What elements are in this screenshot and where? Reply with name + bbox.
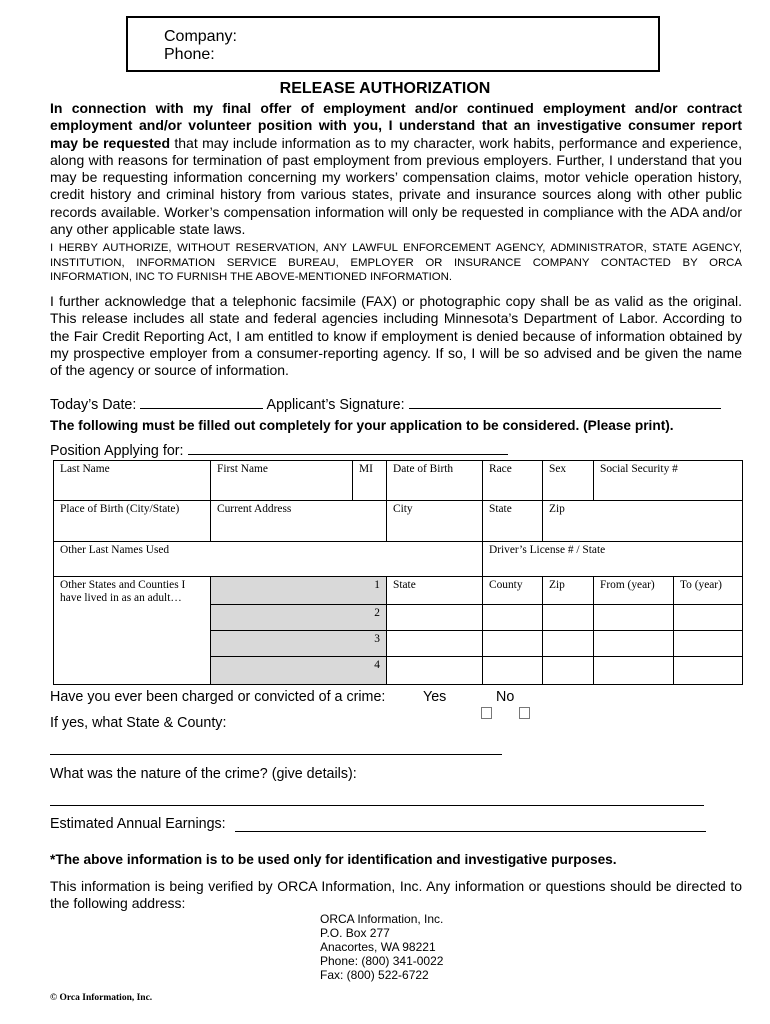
first-name-cell[interactable]: First Name: [211, 461, 353, 501]
verification-text: This information is being verified by ORCA Information, Inc. Any information or questions should be directed to the following address:: [50, 878, 742, 911]
yes-checkbox[interactable]: [481, 707, 492, 719]
from-year-cell[interactable]: From (year): [594, 577, 674, 605]
empty-cell[interactable]: [387, 657, 483, 685]
empty-cell[interactable]: [483, 631, 543, 657]
earnings-field[interactable]: [235, 831, 706, 832]
state-county-field[interactable]: [50, 754, 502, 755]
acknowledge-paragraph: I further acknowledge that a telephonic facsimile (FAX) or photographic copy shall be as valid as the original. This release includes all state and federal agencies including Minnesota’s Department of Labor. According to the Fair Credit Reporting Act, I am entitled to know if employment is denied because of information obtained by my prospective employer from a consumer-reporting agency. If so, I will be so advised and be given the name of the agency or source of information.: [50, 293, 742, 379]
authorization-statement: I HERBY AUTHORIZE, WITHOUT RESERVATION, ANY LAWFUL ENFORCEMENT AGENCY, ADMINISTRATOR, STATE AGENCY, INSTITUTION, INFORMATION SERVICE BUREAU, EMPLOYER OR INSURANCE COMPANY CONTACTED BY ORCA INFORMATION, INC TO FURNISH THE ABOVE-MENTIONED INFORMATION.: [50, 242, 742, 284]
dob-cell[interactable]: Date of Birth: [387, 461, 483, 501]
mi-cell[interactable]: MI: [353, 461, 387, 501]
position-field[interactable]: [188, 440, 508, 455]
residence-state-cell[interactable]: State: [387, 577, 483, 605]
phone-label: Phone:: [164, 46, 215, 63]
empty-cell[interactable]: [483, 657, 543, 685]
crime-question: Have you ever been charged or convicted of a crime:: [50, 689, 386, 705]
copyright-footer: © Orca Information, Inc.: [50, 993, 153, 1003]
crime-details-field[interactable]: [50, 805, 704, 806]
table-row: [54, 501, 743, 542]
intro-text: that may include information as to my character, work habits, performance and experience, along with reasons for termination of past employment from previous employers. Further, I understand that you may be requesting information concerning my workers’ compensation claims, motor vehicle operation history, credit history and criminal history from various states, private and insurance sources along with other public records available. Worker’s compensation information will only be requested in compliance with the ADA and/or any other applicable state laws.: [50, 134, 742, 238]
to-year-cell[interactable]: To (year): [674, 577, 743, 605]
table-row: [54, 542, 743, 577]
other-names-cell[interactable]: Other Last Names Used: [54, 542, 483, 577]
sex-cell[interactable]: Sex: [543, 461, 594, 501]
zip-cell[interactable]: Zip: [543, 501, 743, 542]
no-checkbox[interactable]: [519, 707, 530, 719]
if-yes-label: If yes, what State & County:: [50, 715, 227, 731]
county-cell[interactable]: County: [483, 577, 543, 605]
address-company: ORCA Information, Inc.: [320, 912, 444, 926]
empty-cell[interactable]: [674, 657, 743, 685]
empty-cell[interactable]: [483, 605, 543, 631]
empty-cell[interactable]: [543, 605, 594, 631]
table-row: [54, 461, 743, 501]
position-label: Position Applying for:: [50, 443, 184, 459]
applicant-info-table: [53, 460, 743, 685]
intro-bold-text: In connection with my final offer of employment and/or continued employment and/or contract employment and/or volunteer position with you, I understand that an investigative consumer report may be requested: [50, 100, 742, 151]
residence-zip-cell[interactable]: Zip: [543, 577, 594, 605]
date-signature-row: [50, 394, 721, 413]
city-cell[interactable]: City: [387, 501, 483, 542]
empty-cell[interactable]: [543, 657, 594, 685]
row-number-4: 4: [211, 657, 387, 685]
todays-date-field[interactable]: [140, 394, 263, 409]
empty-cell[interactable]: [594, 605, 674, 631]
signature-field[interactable]: [409, 394, 721, 409]
empty-cell[interactable]: [594, 657, 674, 685]
ssn-cell[interactable]: Social Security #: [594, 461, 743, 501]
address-city: Anacortes, WA 98221: [320, 940, 436, 954]
address-fax: Fax: (800) 522-6722: [320, 968, 429, 982]
no-label: No: [496, 689, 515, 705]
empty-cell[interactable]: [674, 631, 743, 657]
position-row: [50, 440, 508, 459]
signature-label: Applicant’s Signature:: [266, 397, 405, 413]
page-title: RELEASE AUTHORIZATION: [279, 80, 491, 97]
birthplace-cell[interactable]: Place of Birth (City/State): [54, 501, 211, 542]
yes-label: Yes: [423, 689, 447, 705]
empty-cell[interactable]: [674, 605, 743, 631]
license-cell[interactable]: Driver’s License # / State: [483, 542, 743, 577]
disclaimer-text: *The above information is to be used only for identification and investigative purposes.: [50, 852, 617, 867]
earnings-label: Estimated Annual Earnings:: [50, 816, 226, 832]
empty-cell[interactable]: [387, 631, 483, 657]
instruction-text: The following must be filled out completely for your application to be considered. (Please print).: [50, 418, 674, 433]
empty-cell[interactable]: [594, 631, 674, 657]
last-name-cell[interactable]: Last Name: [54, 461, 211, 501]
state-cell[interactable]: State: [483, 501, 543, 542]
row-number-1: 1: [211, 577, 387, 605]
empty-cell[interactable]: [543, 631, 594, 657]
other-states-label-cell: Other States and Counties I have lived in as an adult…: [54, 577, 211, 685]
crime-nature-label: What was the nature of the crime? (give details):: [50, 766, 357, 782]
address-cell[interactable]: Current Address: [211, 501, 387, 542]
race-cell[interactable]: Race: [483, 461, 543, 501]
row-number-2: 2: [211, 605, 387, 631]
empty-cell[interactable]: [387, 605, 483, 631]
earnings-row: [50, 816, 226, 832]
address-block: [320, 912, 443, 982]
address-po-box: P.O. Box 277: [320, 926, 390, 940]
row-number-3: 3: [211, 631, 387, 657]
intro-paragraph: [50, 100, 742, 238]
company-label: Company:: [164, 28, 237, 45]
table-row: [54, 577, 743, 605]
company-info-box: [126, 16, 660, 72]
address-phone: Phone: (800) 341-0022: [320, 954, 444, 968]
todays-date-label: Today’s Date:: [50, 397, 137, 413]
